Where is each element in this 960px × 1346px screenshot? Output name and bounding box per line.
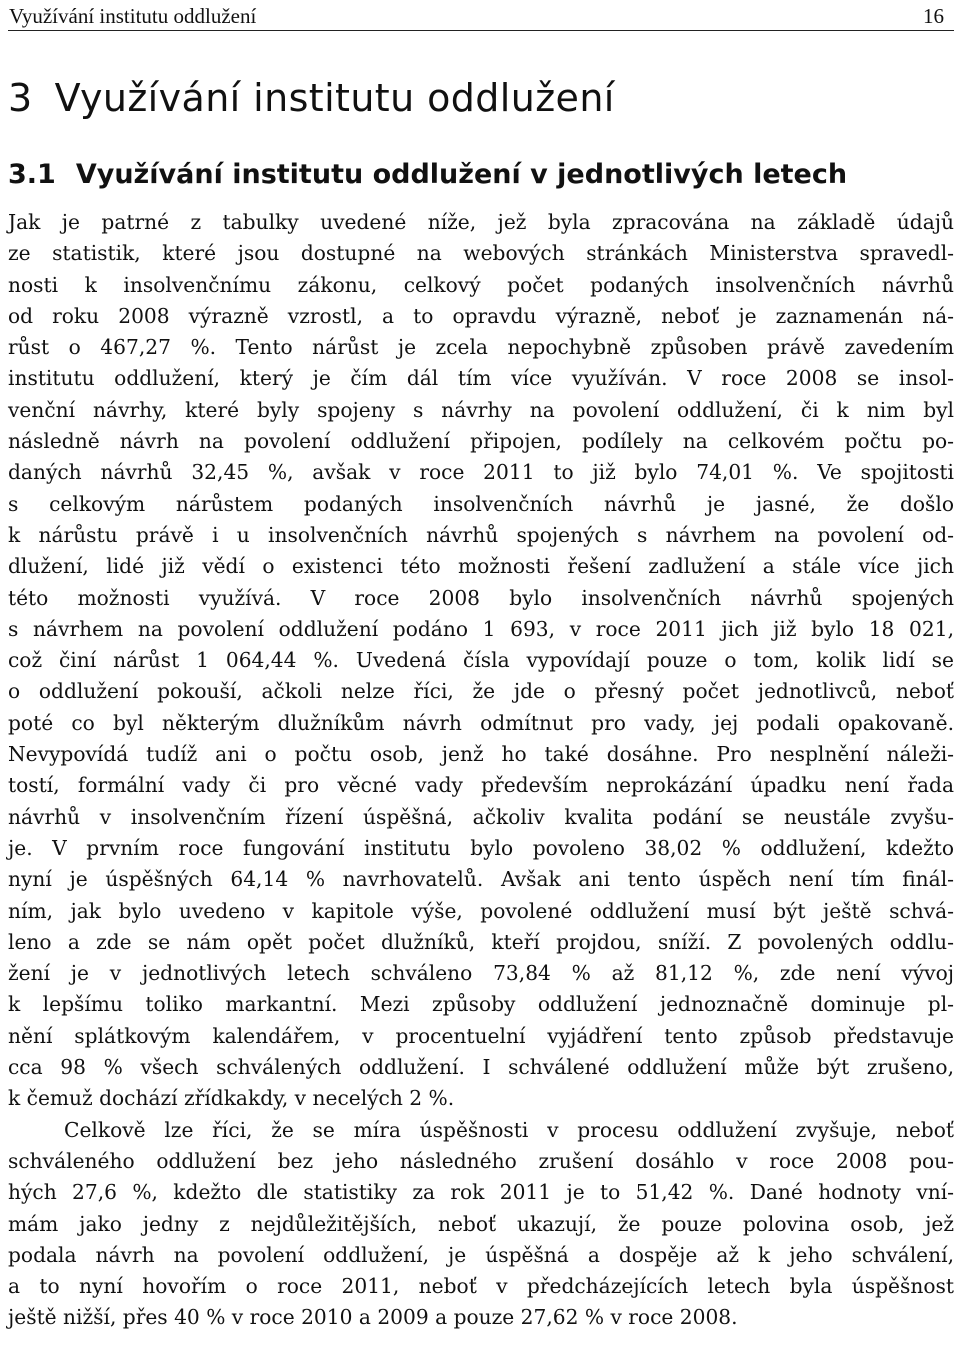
text-line: nosti k insolvenčnímu zákonu, celkový počet podaných insolvenčních návrhů: [8, 272, 954, 297]
text-line: schváleného oddlužení bez jeho následného zrušení dosáhlo v roce 2008 pou-: [8, 1148, 954, 1173]
paragraph: [8, 207, 954, 1115]
text-line: mám jako jedny z nejdůležitějších, neboť ukazují, že pouze polovina osob, jež: [8, 1211, 954, 1236]
text-line: venční návrhy, které byly spojeny s návrhy na povolení oddlužení, či k nim byl: [8, 397, 954, 422]
text-line: o oddlužení pokouší, ačkoli nelze říci, že jde o přesný počet jednotlivců, neboť: [8, 679, 954, 704]
text-line: růst o 467,27 %. Tento nárůst je zcela nepochybně způsoben právě zavedením: [8, 335, 954, 360]
running-header: [8, 0, 954, 31]
text-line: hých 27,6 %, kdežto dle statistiky za rok 2011 je to 51,42 %. Dané hodnoty vní-: [8, 1180, 954, 1205]
text-line: k lepšímu toliko markantní. Mezi způsoby oddlužení jednoznačně dominuje pl-: [8, 992, 954, 1017]
text-line: cca 98 % všech schválených oddlužení. I schválené oddlužení může být zrušeno,: [8, 1055, 954, 1080]
text-line: ještě nižší, přes 40 % v roce 2010 a 2009 a pouze 27,62 % v roce 2008.: [8, 1305, 738, 1330]
text-line: následně návrh na povolení oddlužení připojen, podílely na celkovém počtu po-: [8, 429, 954, 454]
text-line: tostí, formální vady či pro věcné vady především neprokázání úpadku není řada: [8, 773, 954, 798]
text-line: podala návrh na povolení oddlužení, je úspěšná a dospěje až k jeho schválení,: [8, 1242, 954, 1267]
body-text: [8, 207, 954, 1334]
text-line: je. V prvním roce fungování institutu bylo povoleno 38,02 % oddlužení, kdežto: [8, 835, 954, 860]
page-number: 16: [923, 4, 944, 28]
text-line: dlužení, lidé již vědí o existenci této možnosti řešení zadlužení a stále více jich: [8, 554, 954, 579]
section-title: Využívání institutu oddlužení v jednotlivých letech: [75, 159, 848, 190]
text-line: návrhů v insolvenčním řízení úspěšná, ačkoliv kvalita podání se neustále zvyšu-: [8, 804, 954, 829]
text-line: nění splátkovým kalendářem, v procentuelní vyjádření tento způsob představuje: [8, 1023, 954, 1048]
text-line: institutu oddlužení, který je čím dál tím více využíván. V roce 2008 se insol-: [8, 366, 954, 391]
text-line: a to nyní hovořím o roce 2011, neboť v předcházejících letech byla úspěšnost: [8, 1274, 954, 1299]
text-line: s návrhem na povolení oddlužení podáno 1 693, v roce 2011 jich již bylo 18 021,: [8, 616, 954, 641]
chapter-title: Využívání institutu oddlužení: [54, 76, 615, 120]
chapter-number: 3: [8, 76, 33, 120]
text-line: žení je v jednotlivých letech schváleno 73,84 % až 81,12 %, zde není vývoj: [8, 961, 954, 986]
text-line: s celkovým nárůstem podaných insolvenčních návrhů je jasné, že došlo: [8, 491, 954, 516]
text-line: nyní je úspěšných 64,14 % navrhovatelů. Avšak ani tento úspěch není tím finál-: [8, 867, 954, 892]
text-line: k čemuž dochází zřídkakdy, v necelých 2 %.: [8, 1086, 455, 1111]
text-line: což činí nárůst 1 064,44 %. Uvedená čísla vypovídají pouze o tom, kolik lidí se: [8, 648, 954, 673]
text-line: ze statistik, které jsou dostupné na webových stránkách Ministerstva spravedl-: [8, 241, 954, 266]
paragraph: [8, 1115, 954, 1334]
section-number: 3.1: [8, 159, 56, 190]
text-line: této možnosti využívá. V roce 2008 bylo insolvenčních návrhů spojených: [8, 585, 954, 610]
chapter-heading: [8, 73, 954, 123]
running-title: Využívání institutu oddlužení: [9, 4, 257, 28]
text-line: ním, jak bylo uvedeno v kapitole výše, povolené oddlužení musí být ještě schvá-: [8, 898, 954, 923]
section-heading: [8, 157, 954, 193]
text-line: daných návrhů 32,45 %, avšak v roce 2011 to již bylo 74,01 %. Ve spojitosti: [8, 460, 954, 485]
text-line: Nevypovídá tudíž ani o počtu osob, jenž ho také dosáhne. Pro nesplnění náleži-: [8, 742, 954, 767]
text-line: poté co byl některým dlužníkům návrh odmítnut pro vady, jej podali opakovaně.: [8, 710, 954, 735]
text-line: k nárůstu právě i u insolvenčních návrhů spojených s návrhem na povolení od-: [8, 522, 954, 547]
text-line: Jak je patrné z tabulky uvedené níže, jež byla zpracována na základě údajů: [8, 210, 954, 234]
text-line: leno a zde se nám opět počet dlužníků, kteří projdou, sníží. Z povolených oddlu-: [8, 929, 954, 954]
text-line: Celkově lze říci, že se míra úspěšnosti v procesu oddlužení zvyšuje, neboť: [64, 1117, 954, 1142]
text-line: od roku 2008 výrazně vzrostl, a to opravdu výrazně, neboť je zaznamenán ná-: [8, 303, 954, 328]
